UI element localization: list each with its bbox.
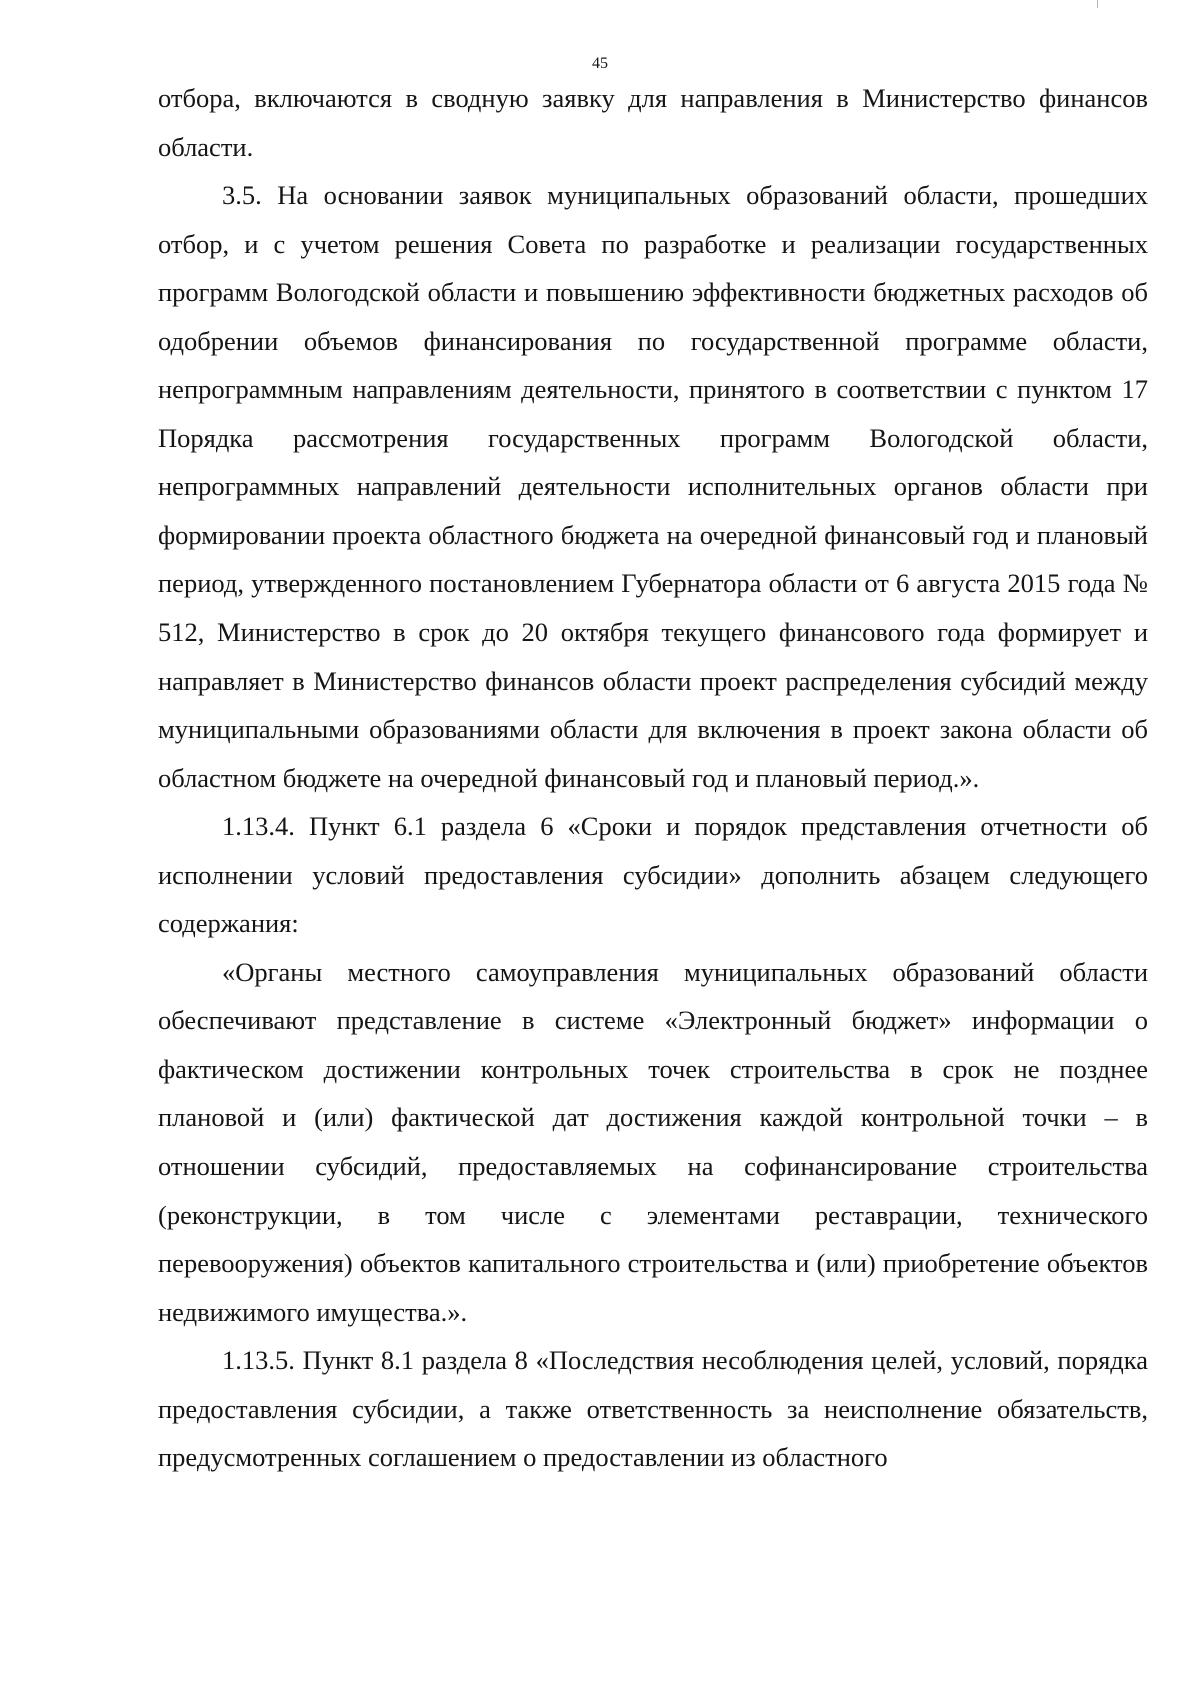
scan-edge-mark (1097, 0, 1104, 8)
paragraph-3-5: 3.5. На основании заявок муниципальных образований области, прошедших отбор, и с учетом решения Совета по разработке и реализации государственных программ Вологодской области и повышению эффективности бюджетных расходов об одобрении объемов финансирования по государственной программе области, непрограммным направлениям деятельности, принятого в соответствии с пунктом 17 Порядка рассмотрения государственных программ Вологодской области, непрограммных направлений деятельности исполнительных органов области при формировании проекта областного бюджета на очередной финансовый год и плановый период, утвержденного постановлением Губернатора области от 6 августа 2015 года № 512, Министерство в срок до 20 октября текущего финансового года формирует и направляет в Министерство финансов области проект распределения субсидий между муниципальными образованиями области для включения в проект закона области об областном бюджете на очередной финансовый год и плановый период.». (158, 180, 1148, 793)
paragraph-continuation: отбора, включаются в сводную заявку для направления в Министерство финансов области. (158, 83, 1148, 162)
paragraph-quote-electronic-budget: «Органы местного самоуправления муниципальных образований области обеспечивают представление в системе «Электронный бюджет» информации о фактическом достижении контрольных точек строительства в срок не позднее плановой и (или) фактической дат достижения каждой контрольной точки – в отношении субсидий, предоставляемых на софинансирование строительства (реконструкции, в том числе с элементами реставрации, технического перевооружения) объектов капитального строительства и (или) приобретение объектов недвижимого имущества.». (158, 956, 1148, 1327)
page-number: 45 (592, 55, 608, 72)
paragraph-1-13-5: 1.13.5. Пункт 8.1 раздела 8 «Последствия несоблюдения целей, условий, порядка предоставления субсидии, а также ответственность за неисполнение обязательств, предусмотренных соглашением о предоставлении из областного (158, 1345, 1148, 1473)
document-body (158, 74, 1148, 1482)
paragraph-1-13-4: 1.13.4. Пункт 6.1 раздела 6 «Сроки и порядок представления отчетности об исполнении условий предоставления субсидии» дополнить абзацем следующего содержания: (158, 811, 1148, 939)
